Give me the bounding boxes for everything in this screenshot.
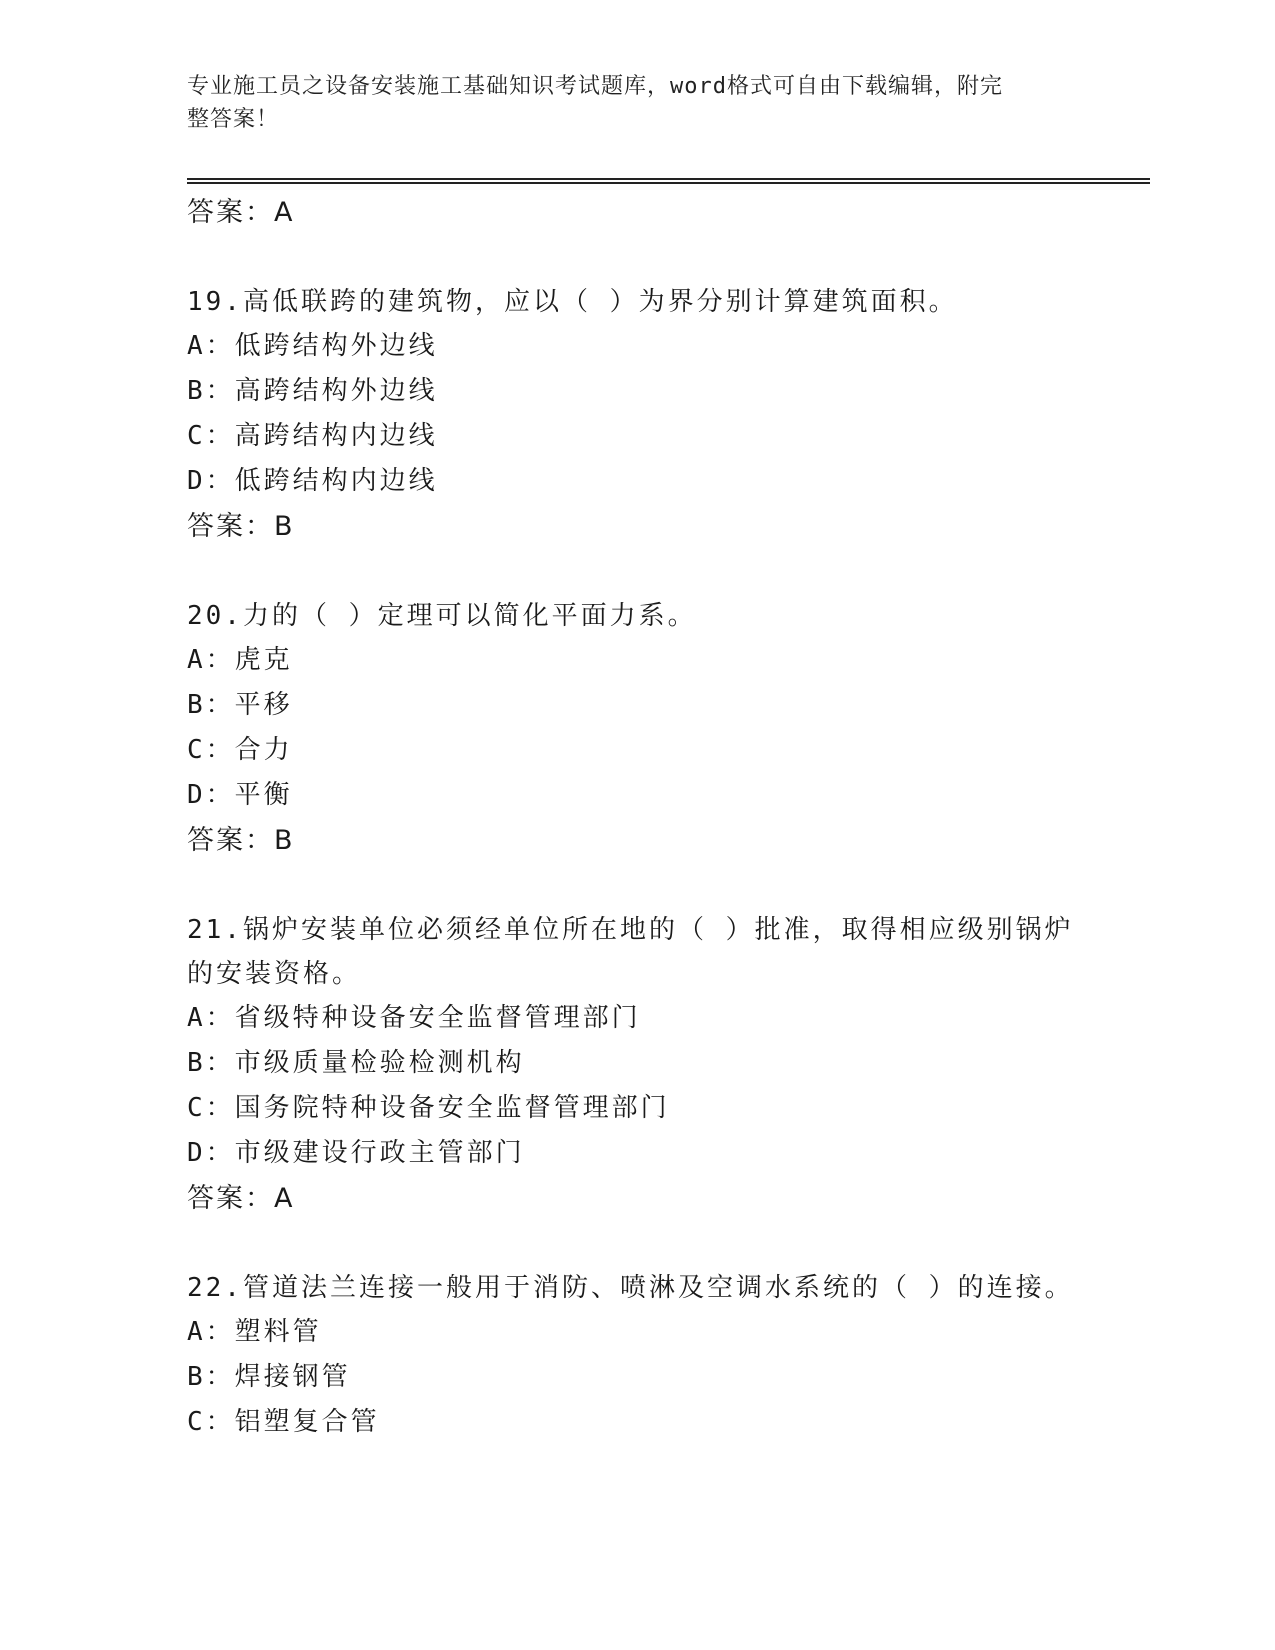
- option-a: A：省级特种设备安全监督管理部门: [187, 1003, 641, 1033]
- option-b: B：焊接钢管: [187, 1362, 351, 1392]
- option-a: A：虎克: [187, 645, 293, 675]
- question-text-line-2: 的安装资格。: [187, 959, 362, 989]
- option-a: A：低跨结构外边线: [187, 331, 438, 361]
- document-header: [187, 70, 1067, 136]
- answer-line: 答案：A: [187, 1183, 295, 1214]
- header-line-1: 专业施工员之设备安装施工基础知识考试题库，word格式可自由下载编辑，附完: [187, 74, 1003, 99]
- answer-line: 答案：B: [187, 825, 295, 856]
- header-divider-bottom: [187, 182, 1150, 184]
- question-22: [187, 1266, 1087, 1445]
- answer-line: 答案：B: [187, 511, 295, 542]
- question-21: [187, 908, 1087, 1222]
- option-c: C：合力: [187, 735, 293, 765]
- option-c: C：铝塑复合管: [187, 1407, 380, 1437]
- question-19: [187, 280, 1087, 550]
- option-c: C：高跨结构内边线: [187, 421, 438, 451]
- option-b: B：平移: [187, 690, 293, 720]
- option-b: B：高跨结构外边线: [187, 376, 438, 406]
- option-a: A：塑料管: [187, 1317, 322, 1347]
- question-list: [187, 190, 1087, 1445]
- option-b: B：市级质量检验检测机构: [187, 1048, 525, 1078]
- option-c: C：国务院特种设备安全监督管理部门: [187, 1093, 670, 1123]
- question-text: 19.高低联跨的建筑物，应以（ ）为界分别计算建筑面积。: [187, 287, 958, 317]
- header-line-2: 整答案！: [187, 107, 280, 132]
- question-20: [187, 594, 1087, 864]
- header-divider-top: [187, 178, 1150, 180]
- option-d: D：平衡: [187, 780, 293, 810]
- option-d: D：低跨结构内边线: [187, 466, 438, 496]
- question-text-line-1: 21.锅炉安装单位必须经单位所在地的（ ）批准，取得相应级别锅炉: [187, 915, 1074, 945]
- answer-line: 答案：A: [187, 197, 295, 228]
- option-d: D：市级建设行政主管部门: [187, 1138, 525, 1168]
- question-text: 22.管道法兰连接一般用于消防、喷淋及空调水系统的（ ）的连接。: [187, 1273, 1074, 1303]
- question-text: 20.力的（ ）定理可以简化平面力系。: [187, 601, 697, 631]
